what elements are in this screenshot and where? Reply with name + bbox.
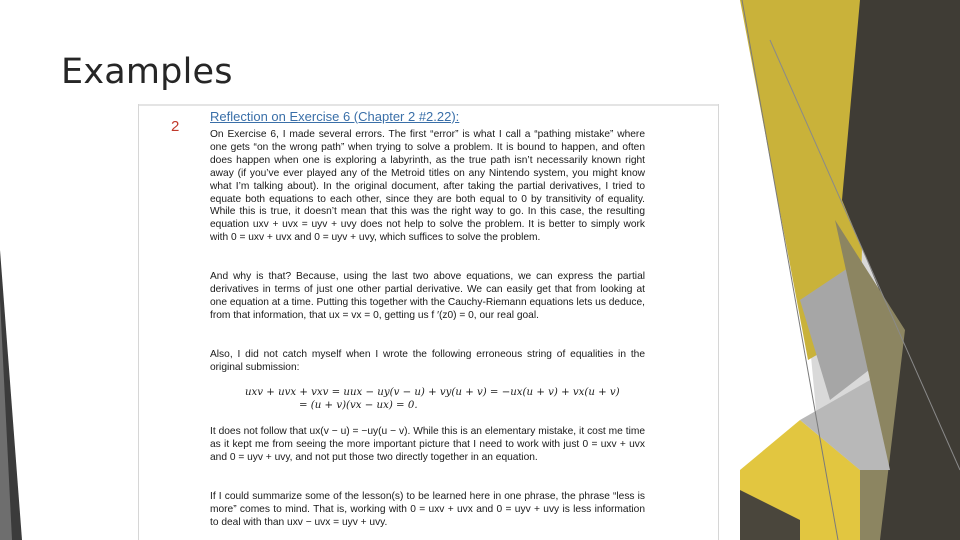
- paragraph-does-not-follow: It does not follow that ux(v − u) = −uy(u − v). While this is an elementary mistake, it cost me time as it kept me from seeing the more important picture that I need to work with just 0 = uxv + uvx and 0 = uyv + uvy, and not put those two directly together in an equation.: [210, 426, 645, 463]
- document-heading: Reflection on Exercise 6 (Chapter 2 #2.22):: [210, 109, 460, 124]
- document-top-border: [139, 104, 718, 106]
- paragraph-why: And why is that? Because, using the last two above equations, we can express the partial derivatives in terms of just one other partial derivative. We can easily get that from looking at one equation at a time. Putting this together with the Cauchy-Riemann equations lets us deduce, from that information, that ux = vx = 0, getting us f ′(z0) = 0, our real goal.: [210, 271, 645, 321]
- slide-title: Examples: [61, 52, 233, 92]
- paragraph-erroneous-string: Also, I did not catch myself when I wrote the following erroneous string of equalities in the original submission:: [210, 349, 645, 373]
- paragraph-less-is-more: If I could summarize some of the lesson(s) to be learned here in one phrase, the phrase “less is more” comes to mind. That is, working with 0 = uxv + uvx and 0 = uyv + uvy is less information to deal with than uxv − uvx = uyv + uvy.: [210, 491, 645, 528]
- page-number: 2: [171, 118, 180, 135]
- document-image: [138, 104, 719, 540]
- paragraph-pathing-mistake: On Exercise 6, I made several errors. The first “error” is what I call a “pathing mistake” where one gets “on the wrong path” when trying to solve a problem. It is bound to happen, and often does happen when one is exploring a labyrinth, as the true path isn’t necessarily known right away (if you’ve ever played any of the Metroid titles on any Nintendo system, you might know what I’m talking about). In the original document, after taking the partial derivatives, I tried to equate both equations to each other, since they are both equal to 0 by transitivity of equality. While this is true, it doesn’t mean that this was the right way to go. In this case, the resulting equation uxv + uvx = uyv + uvy does not help to solve the problem. It is better to simply work with 0 = uxv + uvx and 0 = uyv + uvy, which suffices to solve the problem.: [210, 129, 645, 244]
- equation-line-2: = (u + v)(vx − ux) = 0.: [299, 400, 418, 411]
- equation-line-1: uxv + uvx + vxv = uux − uy(v − u) + vy(u + v) = −ux(u + v) + vx(u + v): [245, 387, 620, 398]
